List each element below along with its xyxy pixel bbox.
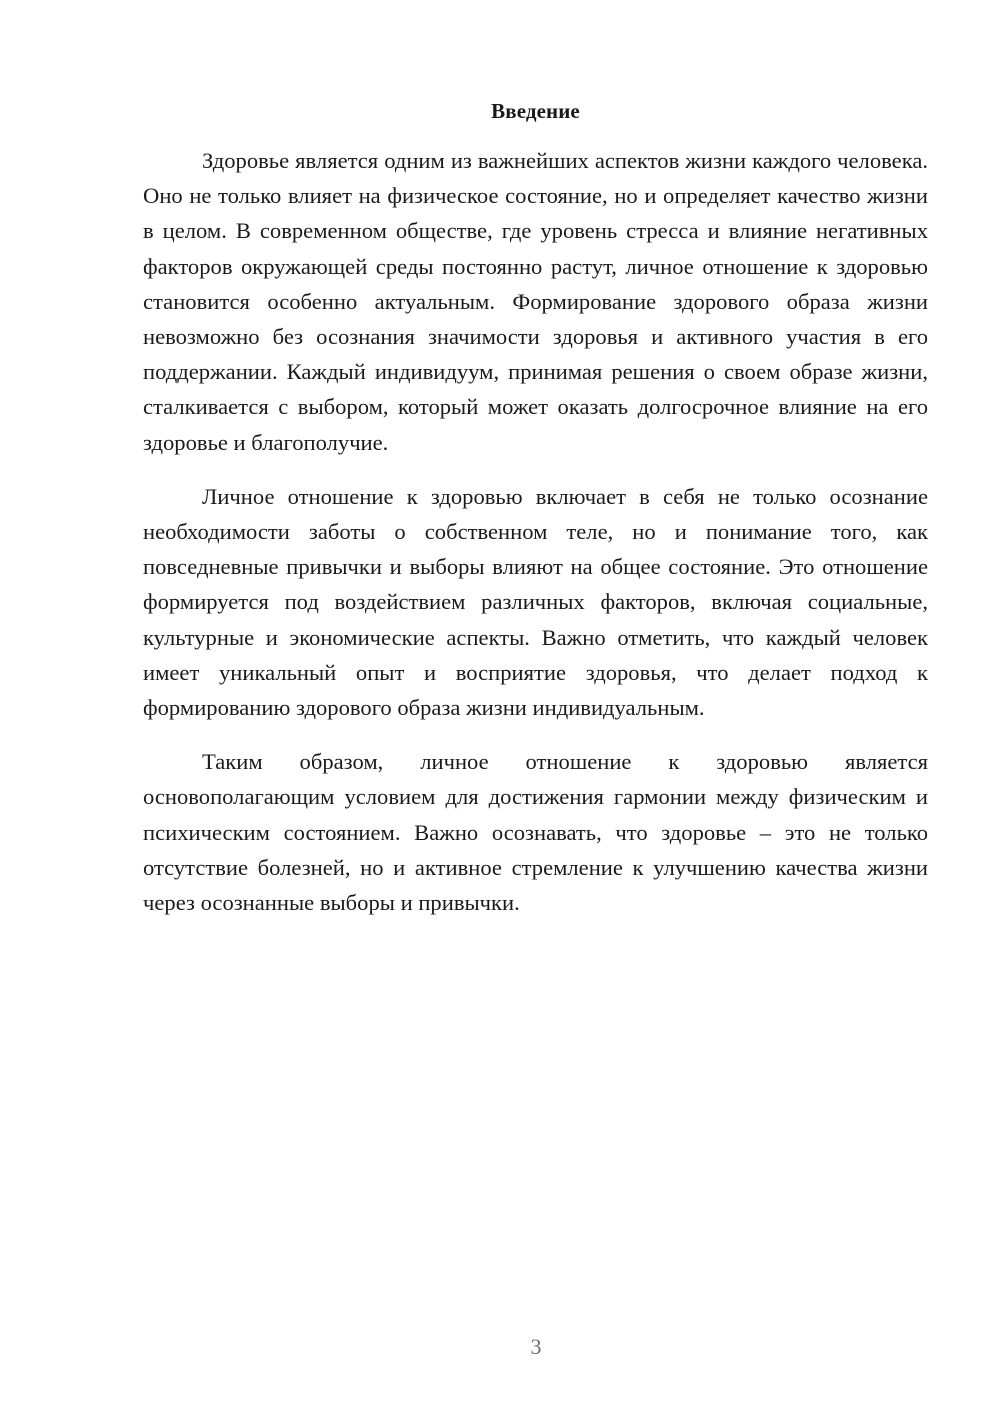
body-text — [143, 143, 928, 939]
section-title: Введение — [491, 99, 580, 123]
paragraph: Здоровье является одним из важнейших аспектов жизни каждого человека. Оно не только влияет на физическое состояние, но и определяет качество жизни в целом. В современном обществе, где уровень стресса и влияние негативных факторов окружающей среды постоянно растут, личное отношение к здоровью становится особенно актуальным. Формирование здорового образа жизни невозможно без осознания значимости здоровья и активного участия в его поддержании. Каждый индивидуум, принимая решения о своем образе жизни, сталкивается с выбором, который может оказать долгосрочное влияние на его здоровье и благополучие. — [143, 148, 928, 455]
paragraph: Таким образом, личное отношение к здоровью является основополагающим условием для достижения гармонии между физическим и психическим состоянием. Важно осознавать, что здоровье – это не только отсутствие болезней, но и активное стремление к улучшению качества жизни через осознанные выборы и привычки. — [143, 749, 928, 916]
paragraph: Личное отношение к здоровью включает в себя не только осознание необходимости заботы о собственном теле, но и понимание того, как повседневные привычки и выборы влияют на общее состояние. Это отношение формируется под воздействием различных факторов, включая социальные, культурные и экономические аспекты. Важно отметить, что каждый человек имеет уникальный опыт и восприятие здоровья, что делает подход к формированию здорового образа жизни индивидуальным. — [143, 483, 928, 721]
page-number: 3 — [530, 1334, 542, 1359]
